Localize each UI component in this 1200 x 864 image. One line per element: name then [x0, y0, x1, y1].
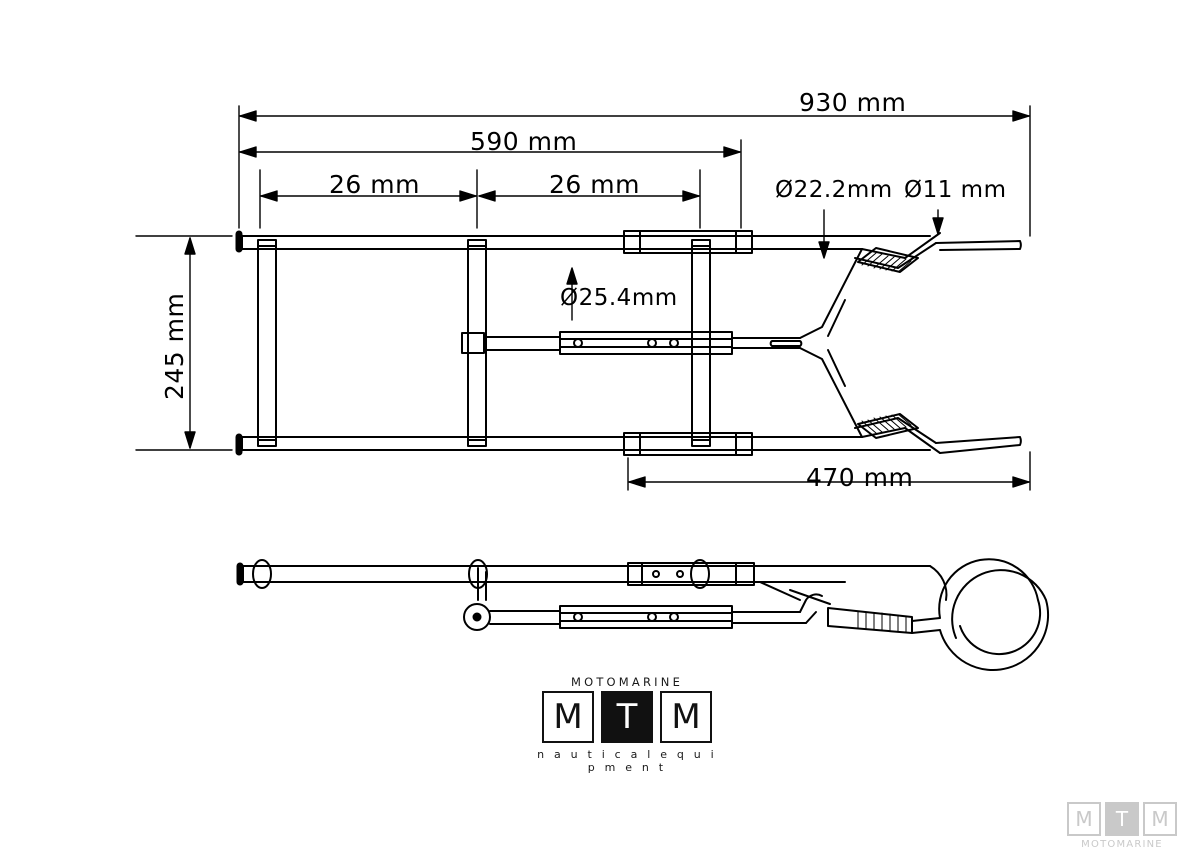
dimension-label-overall-length: 930 mm — [799, 88, 907, 117]
logo-brand-name: MOTOMARINE — [570, 675, 684, 689]
dimension-label-fork-length: 470 mm — [806, 463, 914, 492]
watermark-letter-t: T — [1105, 802, 1139, 836]
dimension-label-tube-diameter-main: Ø25.4mm — [560, 285, 678, 311]
logo-letters — [536, 691, 718, 743]
watermark-letters — [1062, 802, 1182, 836]
brand-logo — [536, 675, 718, 774]
logo-letter-m-left: M — [542, 691, 594, 743]
watermark-text: MOTOMARINE — [1081, 839, 1163, 850]
side-view-geometry — [240, 559, 1048, 670]
logo-letter-m-right: M — [660, 691, 712, 743]
dimension-label-step-spacing-2: 26 mm — [549, 170, 640, 199]
logo-letter-t: T — [601, 691, 653, 743]
dimension-label-tube-diameter-secondary: Ø22.2mm — [775, 177, 893, 203]
top-view-geometry — [239, 231, 1021, 455]
watermark-letter-m-right: M — [1143, 802, 1177, 836]
watermark-letter-m-left: M — [1067, 802, 1101, 836]
dimension-label-step-spacing-1: 26 mm — [329, 170, 420, 199]
watermark — [1062, 802, 1182, 850]
logo-tagline: n a u t i c a l e q u i p m e n t — [537, 748, 717, 774]
dimension-label-inner-length: 590 mm — [470, 127, 578, 156]
dimension-label-rod-diameter: Ø11 mm — [904, 177, 1007, 203]
dimension-label-width: 245 mm — [160, 292, 189, 400]
